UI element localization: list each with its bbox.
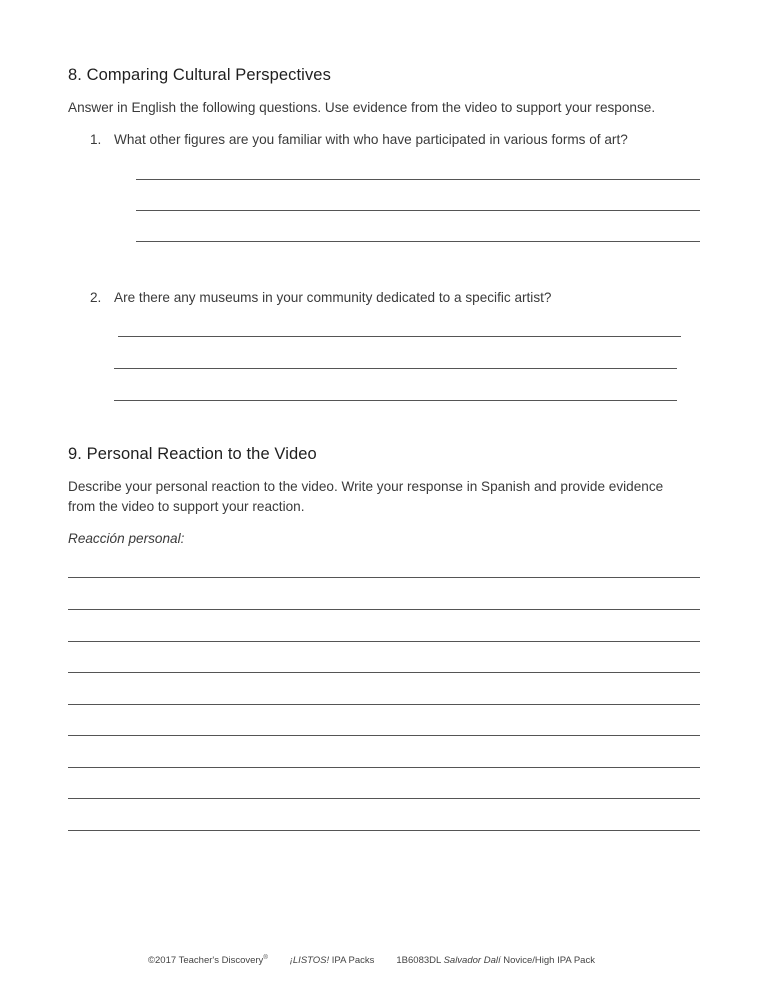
section-9-instructions-line-2: from the video to support your reaction. <box>68 499 305 514</box>
reaction-line-3[interactable] <box>68 641 700 642</box>
footer-series-title: ¡LISTOS! <box>289 955 330 967</box>
footer-pack-title: Salvador Dalí <box>443 955 501 967</box>
section-9-heading: 9. Personal Reaction to the Video <box>68 445 317 463</box>
answer-line-q2-1[interactable] <box>118 336 681 337</box>
footer-registered-mark: ® <box>263 955 268 961</box>
reaction-line-4[interactable] <box>68 672 700 673</box>
question-2-number: 2. <box>90 290 102 305</box>
reaction-line-2[interactable] <box>68 609 700 610</box>
reaction-line-7[interactable] <box>68 767 700 768</box>
reaction-line-5[interactable] <box>68 704 700 705</box>
footer <box>148 955 595 966</box>
question-1-text: What other figures are you familiar with who have participated in various forms of art? <box>114 132 628 147</box>
answer-line-q2-3[interactable] <box>114 400 677 401</box>
question-2-text: Are there any museums in your community dedicated to a specific artist? <box>114 290 552 305</box>
reaction-prompt-label: Reacción personal: <box>68 531 185 546</box>
answer-line-q1-1[interactable] <box>136 179 700 180</box>
question-1-number: 1. <box>90 132 102 147</box>
footer-pack-level: Novice/High IPA Pack <box>500 955 595 967</box>
answer-line-q1-3[interactable] <box>136 241 700 242</box>
reaction-line-1[interactable] <box>68 577 700 578</box>
footer-copyright: ©2017 Teacher's Discovery <box>148 955 264 967</box>
answer-line-q2-2[interactable] <box>114 368 677 369</box>
reaction-line-9[interactable] <box>68 830 700 831</box>
answer-line-q1-2[interactable] <box>136 210 700 211</box>
footer-series-label: IPA Packs <box>329 955 375 967</box>
section-8-heading: 8. Comparing Cultural Perspectives <box>68 66 331 84</box>
reaction-line-6[interactable] <box>68 735 700 736</box>
section-8-instructions: Answer in English the following questions. Use evidence from the video to support your response. <box>68 100 656 115</box>
footer-product-code: 1B6083DL <box>396 955 444 967</box>
section-9-instructions-line-1: Describe your personal reaction to the video. Write your response in Spanish and provide evidence <box>68 479 664 494</box>
reaction-line-8[interactable] <box>68 798 700 799</box>
